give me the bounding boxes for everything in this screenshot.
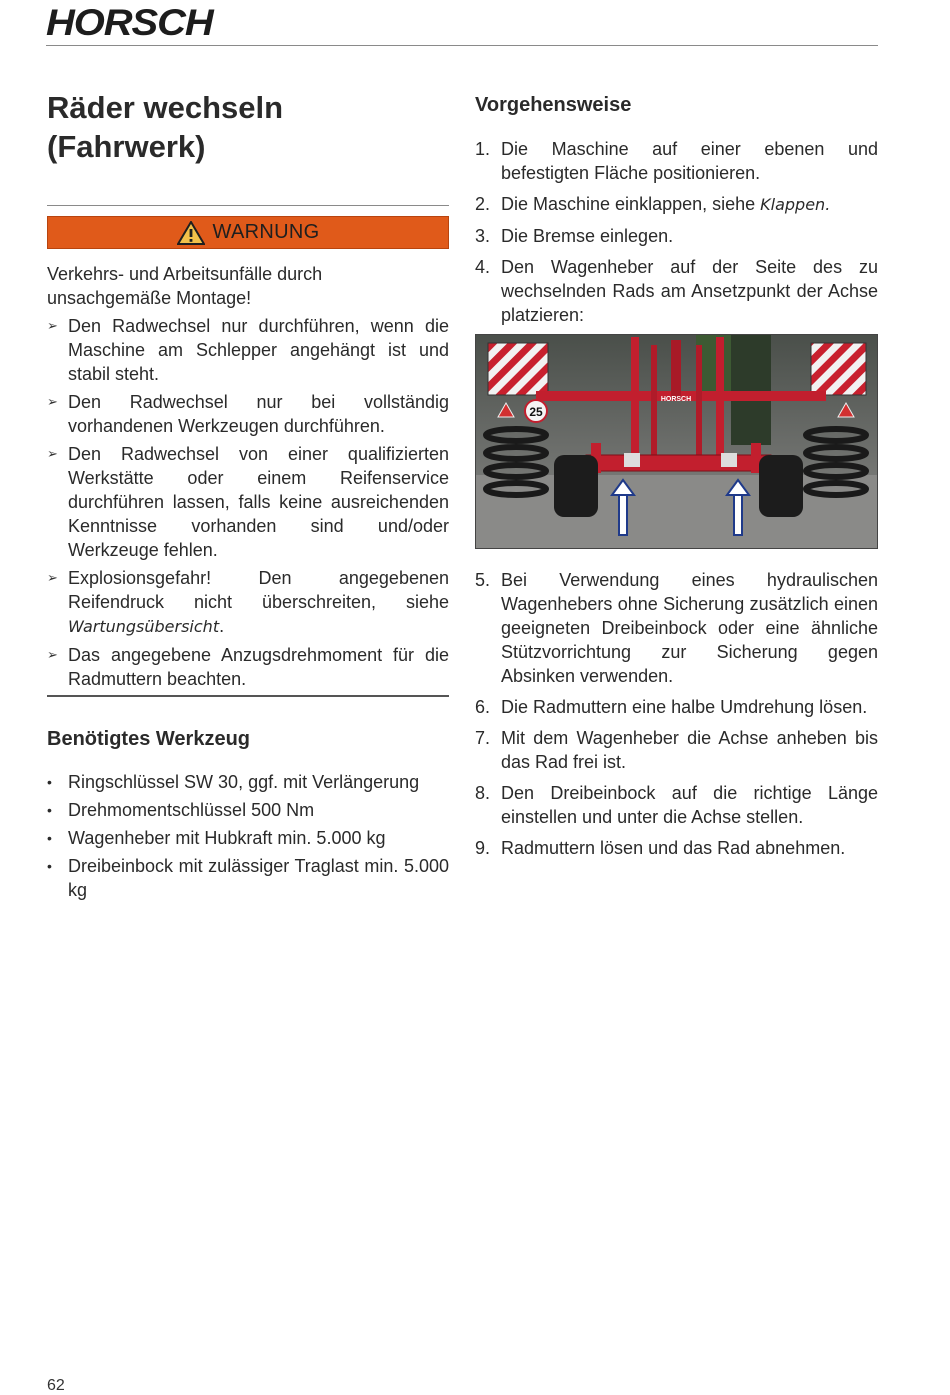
speed-sign-label: 25 <box>529 405 543 419</box>
procedure-step: 8. Den Dreibeinbock auf die richtige Länge einstellen und unter die Achse stellen. <box>475 783 878 827</box>
page-number: 62 <box>47 1377 65 1394</box>
arrow-bullet-icon: ➢ <box>47 570 58 585</box>
page-title <box>47 88 449 166</box>
cross-reference-link[interactable]: Klappen. <box>760 195 831 214</box>
procedure-step: 6. Die Radmuttern eine halbe Umdrehung lösen. <box>475 697 868 717</box>
procedure-step: 9. Radmuttern lösen und das Rad abnehmen. <box>475 838 846 858</box>
procedure-step: 7. Mit dem Wagenheber die Achse anheben bis das Rad frei ist. <box>475 728 878 772</box>
warning-item: ➢ Den Radwechsel nur bei vollständig vorhandenen Werkzeugen durchführen. <box>47 392 449 436</box>
arrow-bullet-icon: ➢ <box>47 318 58 333</box>
page-title-line2: (Fahrwerk) <box>47 129 206 164</box>
warning-top-rule <box>47 205 449 206</box>
machine-illustration <box>476 335 877 548</box>
procedure-step: 5. Bei Verwendung eines hydraulischen Wagenhebers ohne Sicherung zusätzlich einen geeigneten Dreibeinbock oder eine ähnliche Stützvorrichtung zur Sicherung gegen Absinken verwenden. <box>475 570 878 686</box>
arrow-bullet-icon: ➢ <box>47 446 58 461</box>
right-column <box>475 92 878 867</box>
warning-item: ➢ Explosionsgefahr! Den angegebenen Reifendruck nicht überschreiten, siehe Wartungsübersicht. <box>47 568 449 636</box>
arrow-bullet-icon: ➢ <box>47 394 58 409</box>
tool-item: • Drehmomentschlüssel 500 Nm <box>47 800 315 820</box>
tools-heading: Benötigtes Werkzeug <box>47 728 250 750</box>
left-column <box>47 88 449 906</box>
tools-list <box>47 770 449 902</box>
horsch-logo: HORSCH <box>46 2 213 43</box>
frame-brand-label: HORSCH <box>660 396 692 403</box>
warning-bottom-rule <box>47 695 449 697</box>
procedure-step: 4. Den Wagenheber auf der Seite des zu wechselnden Rads am Ansetzpunkt der Achse platzieren: <box>475 257 878 325</box>
procedure-step: 1. Die Maschine auf einer ebenen und befestigten Fläche positionieren. <box>475 139 878 183</box>
warning-label: WARNUNG <box>212 221 320 243</box>
procedure-step: 2. Die Maschine einklappen, siehe Klappen. <box>475 194 831 214</box>
procedure-heading: Vorgehensweise <box>475 94 632 116</box>
warning-list <box>47 314 449 691</box>
tool-item: • Dreibeinbock mit zulässiger Traglast min. 5.000 kg <box>47 856 449 900</box>
header-rule <box>46 45 878 46</box>
cross-reference-link[interactable]: Wartungsübersicht <box>68 617 220 636</box>
tool-item: • Wagenheber mit Hubkraft min. 5.000 kg <box>47 828 386 848</box>
warning-triangle-icon <box>177 221 205 245</box>
tool-item: • Ringschlüssel SW 30, ggf. mit Verlängerung <box>47 772 420 792</box>
procedure-steps-a <box>475 137 878 327</box>
procedure-step: 3. Die Bremse einlegen. <box>475 226 674 246</box>
procedure-steps-b <box>475 568 878 860</box>
arrow-bullet-icon: ➢ <box>47 647 58 662</box>
warning-item: ➢ Den Radwechsel von einer qualifizierten Werkstätte oder einem Reifenservice durchführen lassen, falls keine ausreichenden Kenntnisse vorhanden sind und/oder Werkzeuge fehlen. <box>47 444 449 560</box>
warning-intro: Verkehrs- und Arbeitsunfälle durch unsachgemäße Montage! <box>47 264 323 308</box>
page-title-line1: Räder wechseln <box>47 90 284 125</box>
warning-item: ➢ Den Radwechsel nur durchführen, wenn die Maschine am Schlepper angehängt ist und stabil steht. <box>47 316 449 384</box>
machine-photo <box>475 334 878 549</box>
warning-banner <box>47 216 449 249</box>
warning-item: ➢ Das angegebene Anzugsdrehmoment für die Radmuttern beachten. <box>47 645 449 689</box>
